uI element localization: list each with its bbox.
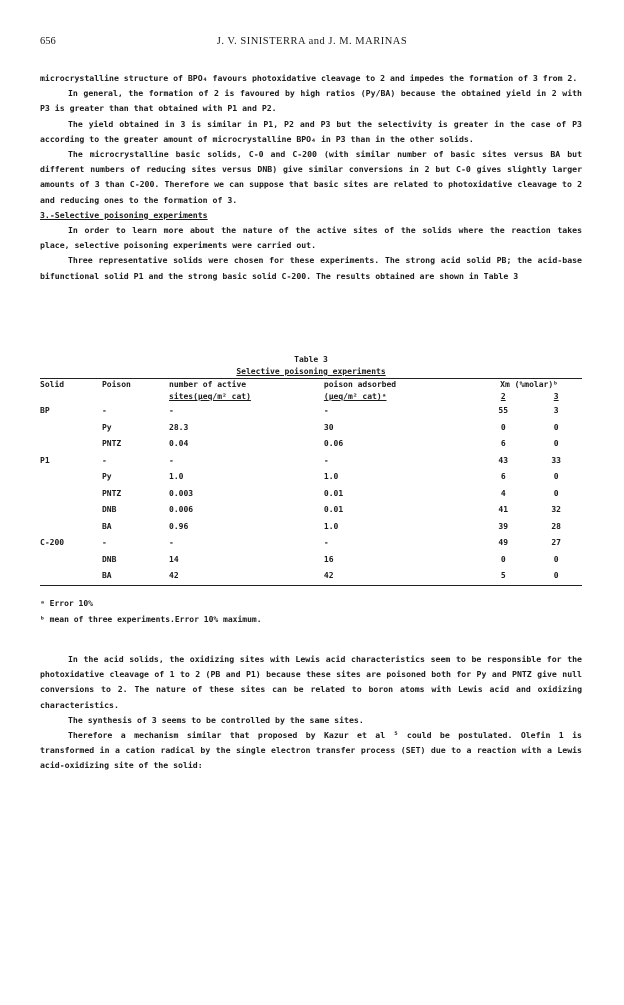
cell-xm-2: 55 xyxy=(498,406,509,415)
paragraph: In order to learn more about the nature of the active sites of the solids where the reaction takes place, selective poisoning experiments were carried out. xyxy=(40,225,582,251)
cell-xm-3: 0 xyxy=(553,422,559,432)
cell-poison: DNB xyxy=(101,554,117,564)
table-row xyxy=(40,486,582,503)
table-bottom-rule xyxy=(40,585,582,586)
cell-solid xyxy=(40,519,102,536)
text-block-lower xyxy=(40,652,582,774)
paragraph: In general, the formation of 2 is favoured by high ratios (Py/BA) because the obtained yield in 2 with P3 is greater than that obtained with P1 and P2. xyxy=(40,88,582,114)
cell-poison: BA xyxy=(101,571,112,580)
paragraph: Three representative solids were chosen for these experiments. The strong acid solid PB; the acid-base bifunctional solid P1 and the strong basic solid C-200. The results obtained are shown in Table 3 xyxy=(40,255,582,281)
cell-xm-2: 0 xyxy=(500,422,506,432)
cell-xm-2: 43 xyxy=(498,455,509,465)
cell-active-sites: 42 xyxy=(169,571,179,580)
cell-xm-3: 0 xyxy=(553,554,559,564)
cell-xm-2: 41 xyxy=(498,505,509,514)
cell-xm-3: 0 xyxy=(553,488,559,498)
cell-poison-adsorbed: - xyxy=(323,455,329,465)
cell-xm-2: 49 xyxy=(498,538,509,547)
cell-solid xyxy=(40,420,102,437)
running-header-authors: J. V. SINISTERRA and J. M. MARINAS xyxy=(216,36,408,47)
cell-poison-adsorbed: 1.0 xyxy=(323,521,339,531)
col-header-xm: Xm (%molar)ᵇ xyxy=(500,380,558,389)
cell-active-sites: 0.04 xyxy=(169,439,189,448)
table-row xyxy=(40,403,582,420)
cell-active-sites: 1.0 xyxy=(169,472,184,481)
cell-xm-3: 28 xyxy=(551,521,561,531)
col-header-solid: Solid xyxy=(40,380,65,389)
table-row xyxy=(40,552,582,569)
cell-active-sites: 14 xyxy=(169,554,179,564)
cell-solid: BP xyxy=(40,406,50,415)
cell-poison: Py xyxy=(101,422,112,432)
cell-poison: Py xyxy=(101,472,112,481)
cell-xm-3: 0 xyxy=(553,571,559,580)
cell-xm-2: 0 xyxy=(500,554,506,564)
cell-solid: P1 xyxy=(40,455,50,465)
col-header-adsorbed: poison adsorbed xyxy=(323,380,397,389)
paragraph: In the acid solids, the oxidizing sites with Lewis acid characteristics seem to be responsible for the photoxidative cleavage of 1 to 2 (PB and P1) because these sites are poisoned both for Py and PNTZ give null conversions to 2. The nature of these sites can be related to boron atoms with Lewis acid and oxidizing characteristics. xyxy=(40,654,582,710)
cell-xm-3: 33 xyxy=(551,455,561,465)
text-block-upper xyxy=(40,71,582,284)
cell-solid xyxy=(40,552,102,569)
cell-solid xyxy=(40,568,102,585)
cell-active-sites: - xyxy=(169,538,174,547)
table-row xyxy=(40,453,582,470)
table-row xyxy=(40,568,582,585)
page-number: 656 xyxy=(40,36,56,47)
cell-poison-adsorbed: 30 xyxy=(323,422,334,432)
cell-active-sites: - xyxy=(169,406,174,415)
cell-solid xyxy=(40,436,102,453)
section-heading: 3.-Selective poisoning experiments xyxy=(40,209,208,220)
data-table xyxy=(40,379,582,585)
cell-xm-2: 4 xyxy=(500,488,506,498)
cell-poison-adsorbed: 0.06 xyxy=(323,439,344,448)
col-header-product-2: 2 xyxy=(500,392,506,401)
cell-xm-3: 0 xyxy=(553,439,559,448)
cell-poison: BA xyxy=(101,521,112,531)
table-3 xyxy=(40,354,582,586)
table-row xyxy=(40,469,582,486)
cell-xm-3: 27 xyxy=(551,538,561,547)
cell-solid xyxy=(40,469,102,486)
cell-poison: - xyxy=(101,538,107,547)
table-row xyxy=(40,420,582,437)
cell-active-sites: 0.006 xyxy=(169,505,194,514)
footnote-b: ᵇ mean of three experiments.Error 10% maximum. xyxy=(40,615,262,624)
cell-poison-adsorbed: 0.01 xyxy=(323,488,344,498)
cell-xm-2: 5 xyxy=(500,571,506,580)
paragraph: The microcrystalline basic solids, C-0 and C-200 (with similar number of basic sites versus BA but different numbers of reducing sites versus DNB) give similar conversions in 2 but C-0 gives slightly larger amounts of 3 than C-200. Therefore we can suppose that basic sites are related to photoxidative cleavage to 2 and reducing ones to the formation of 3. xyxy=(40,149,582,205)
cell-xm-3: 0 xyxy=(553,472,559,481)
table-row xyxy=(40,502,582,519)
cell-poison: - xyxy=(101,455,107,465)
col-header-sites-units: sites(µeq/m² cat) xyxy=(169,392,251,401)
col-header-adsorbed-units: (µeq/m² cat)ᵃ xyxy=(323,392,387,401)
cell-solid xyxy=(40,486,102,503)
cell-poison-adsorbed: - xyxy=(323,538,329,547)
cell-poison-adsorbed: 16 xyxy=(323,554,334,564)
cell-xm-2: 6 xyxy=(500,472,506,481)
cell-poison: PNTZ xyxy=(101,439,122,448)
col-header-product-3: 3 xyxy=(553,392,559,401)
paragraph: microcrystalline structure of BPO₄ favours photoxidative cleavage to 2 and impedes the formation of 3 from 2. xyxy=(40,73,578,83)
cell-poison: - xyxy=(101,406,107,415)
cell-poison-adsorbed: - xyxy=(323,406,329,415)
cell-active-sites: 0.003 xyxy=(169,488,194,498)
cell-active-sites: - xyxy=(169,455,174,465)
paragraph: Therefore a mechanism similar that proposed by Kazur et al ⁵ could be postulated. Olefin 1 is transformed in a cation radical by the single electron transfer process (SET) due to a reaction with a Lewis acid-oxidizing site of the solid: xyxy=(40,730,582,771)
table-subtitle: Selective poisoning experiments xyxy=(236,367,386,376)
paragraph: The yield obtained in 3 is similar in P1, P2 and P3 but the selectivity is greater in the case of P3 according to the greater amount of microcrystalline BPO₄ in P3 than in the other solids. xyxy=(40,118,582,144)
table-row xyxy=(40,436,582,453)
cell-xm-2: 39 xyxy=(498,521,509,531)
paragraph: The synthesis of 3 seems to be controlled by the same sites. xyxy=(68,714,364,725)
table-notes xyxy=(40,596,262,628)
cell-poison-adsorbed: 42 xyxy=(323,571,334,580)
cell-active-sites: 28.3 xyxy=(169,422,189,432)
table-row xyxy=(40,535,582,552)
cell-poison: PNTZ xyxy=(101,488,122,498)
table-title: Table 3 xyxy=(294,355,328,364)
cell-poison-adsorbed: 1.0 xyxy=(323,472,339,481)
cell-xm-2: 6 xyxy=(500,439,506,448)
cell-poison: DNB xyxy=(101,505,117,514)
cell-xm-3: 32 xyxy=(551,505,561,514)
col-header-poison: Poison xyxy=(101,380,131,389)
cell-solid xyxy=(40,502,102,519)
cell-xm-3: 3 xyxy=(553,406,559,415)
cell-poison-adsorbed: 0.01 xyxy=(323,505,344,514)
cell-active-sites: 0.96 xyxy=(169,521,189,531)
table-row xyxy=(40,519,582,536)
cell-solid: C-200 xyxy=(40,538,65,547)
footnote-a: ᵃ Error 10% xyxy=(40,599,93,608)
col-header-sites: number of active xyxy=(169,380,247,389)
